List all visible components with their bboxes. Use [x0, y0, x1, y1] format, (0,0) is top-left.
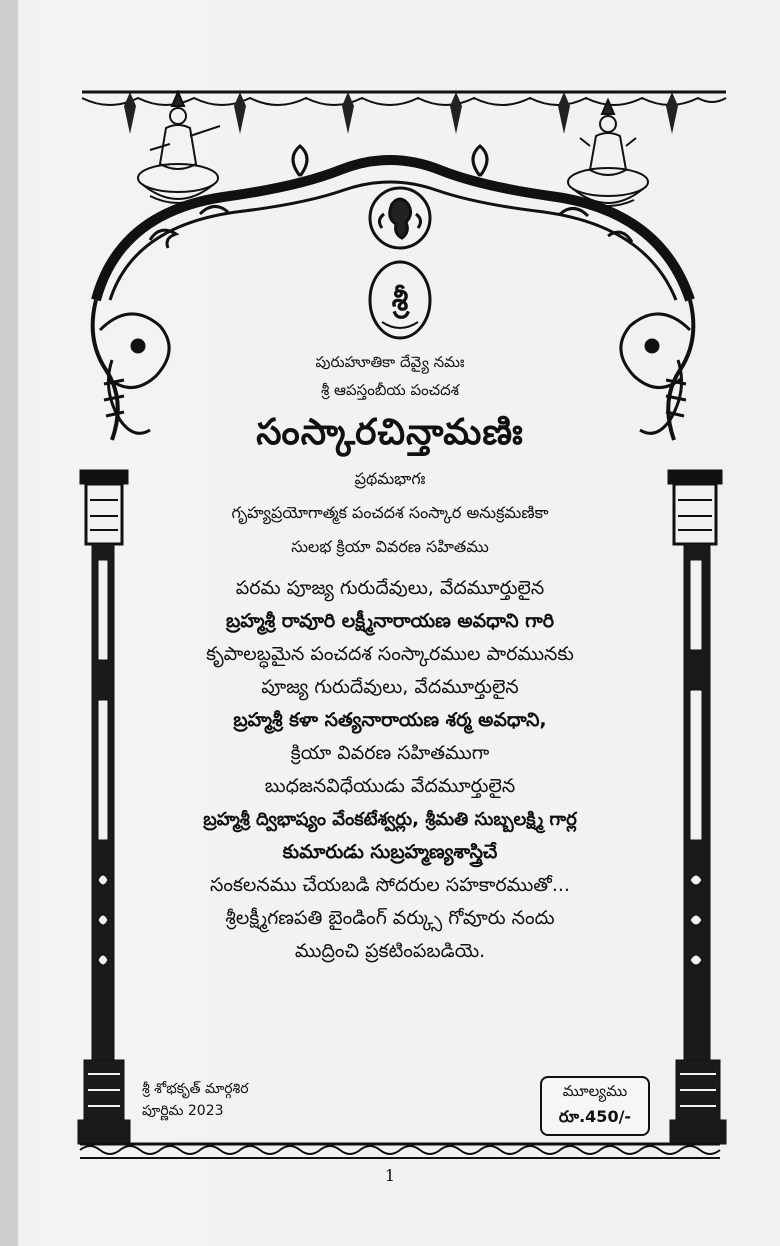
saraswati-figure-icon: [138, 92, 220, 203]
body-line: బుధజనవిధేయుడు వేదమూర్తులైన: [264, 775, 516, 797]
book-title: సంస్కారచిన్తామణిః: [256, 412, 524, 453]
lakshmi-figure-icon: [568, 100, 648, 206]
body-line: కృపాలబ్ధమైన పంచదశ సంస్కారముల పారమునకు: [206, 643, 574, 665]
part-label: ప్రథమభాగః: [354, 469, 426, 488]
body-line: బ్రహ్మశ్రీ కళా సత్యనారాయణ శర్మ అవధాని,: [233, 709, 547, 731]
left-pillar: [78, 470, 130, 1144]
page-fold-shadow: [0, 0, 18, 1246]
body-line: సంకలనము చేయబడి సోదరుల సహకారముతో...: [210, 874, 570, 896]
right-pillar: [668, 470, 726, 1144]
publication-date: [142, 1078, 249, 1122]
price-label: మూల్యము: [562, 1082, 628, 1100]
title-page-text: [150, 348, 630, 968]
date-line-1: శ్రీ శోభకృత్ మార్గశిర: [142, 1081, 249, 1097]
right-peacock-bracket-icon: [621, 314, 690, 433]
ganesha-medallion-icon: [370, 188, 430, 248]
body-line: పరమ పూజ్య గురుదేవులు, వేదమూర్తులైన: [235, 577, 545, 599]
page-number: 1: [384, 1166, 396, 1185]
date-line-2: పూర్ణిమ 2023: [142, 1103, 224, 1119]
invocation-line: పురుహూతికా దేవ్యై నమః: [315, 353, 465, 371]
description-line-2: సులభ క్రియా వివరణ సహితము: [291, 537, 489, 556]
price-box: [540, 1076, 650, 1136]
body-line: శ్రీలక్ష్మీగణపతి బైండింగ్ వర్క్సు గోవూరు నందు: [225, 907, 555, 929]
body-line: కుమారుడు సుబ్రహ్మణ్యశాస్త్రిచే: [282, 841, 498, 863]
sri-seal-icon: [370, 262, 430, 338]
body-line: బ్రహ్మశ్రీ ద్విభాష్యం వేంకటేశ్వర్లు, శ్రీమతి సుబ్బలక్ష్మి గార్ల: [203, 809, 577, 830]
body-line: పూజ్య గురుదేవులు, వేదమూర్తులైన: [261, 676, 519, 698]
body-line: క్రియా వివరణ సహితముగా: [290, 742, 490, 764]
subtitle-line: శ్రీ ఆపస్తంబీయ పంచదశ: [321, 381, 459, 399]
sri-seal-letter: శ్రీ: [391, 283, 409, 318]
body-line: బ్రహ్మశ్రీ రావూరి లక్ష్మీనారాయణ అవధాని గారి: [226, 610, 554, 632]
description-line-1: గృహ్యప్రయోగాత్మక పంచదశ సంస్కార అనుక్రమణికా: [231, 503, 549, 522]
price-value: రూ.450/-: [558, 1107, 632, 1126]
bottom-ornamental-border: [80, 1144, 720, 1158]
body-line: ముద్రించి ప్రకటింపబడియె.: [294, 940, 486, 962]
